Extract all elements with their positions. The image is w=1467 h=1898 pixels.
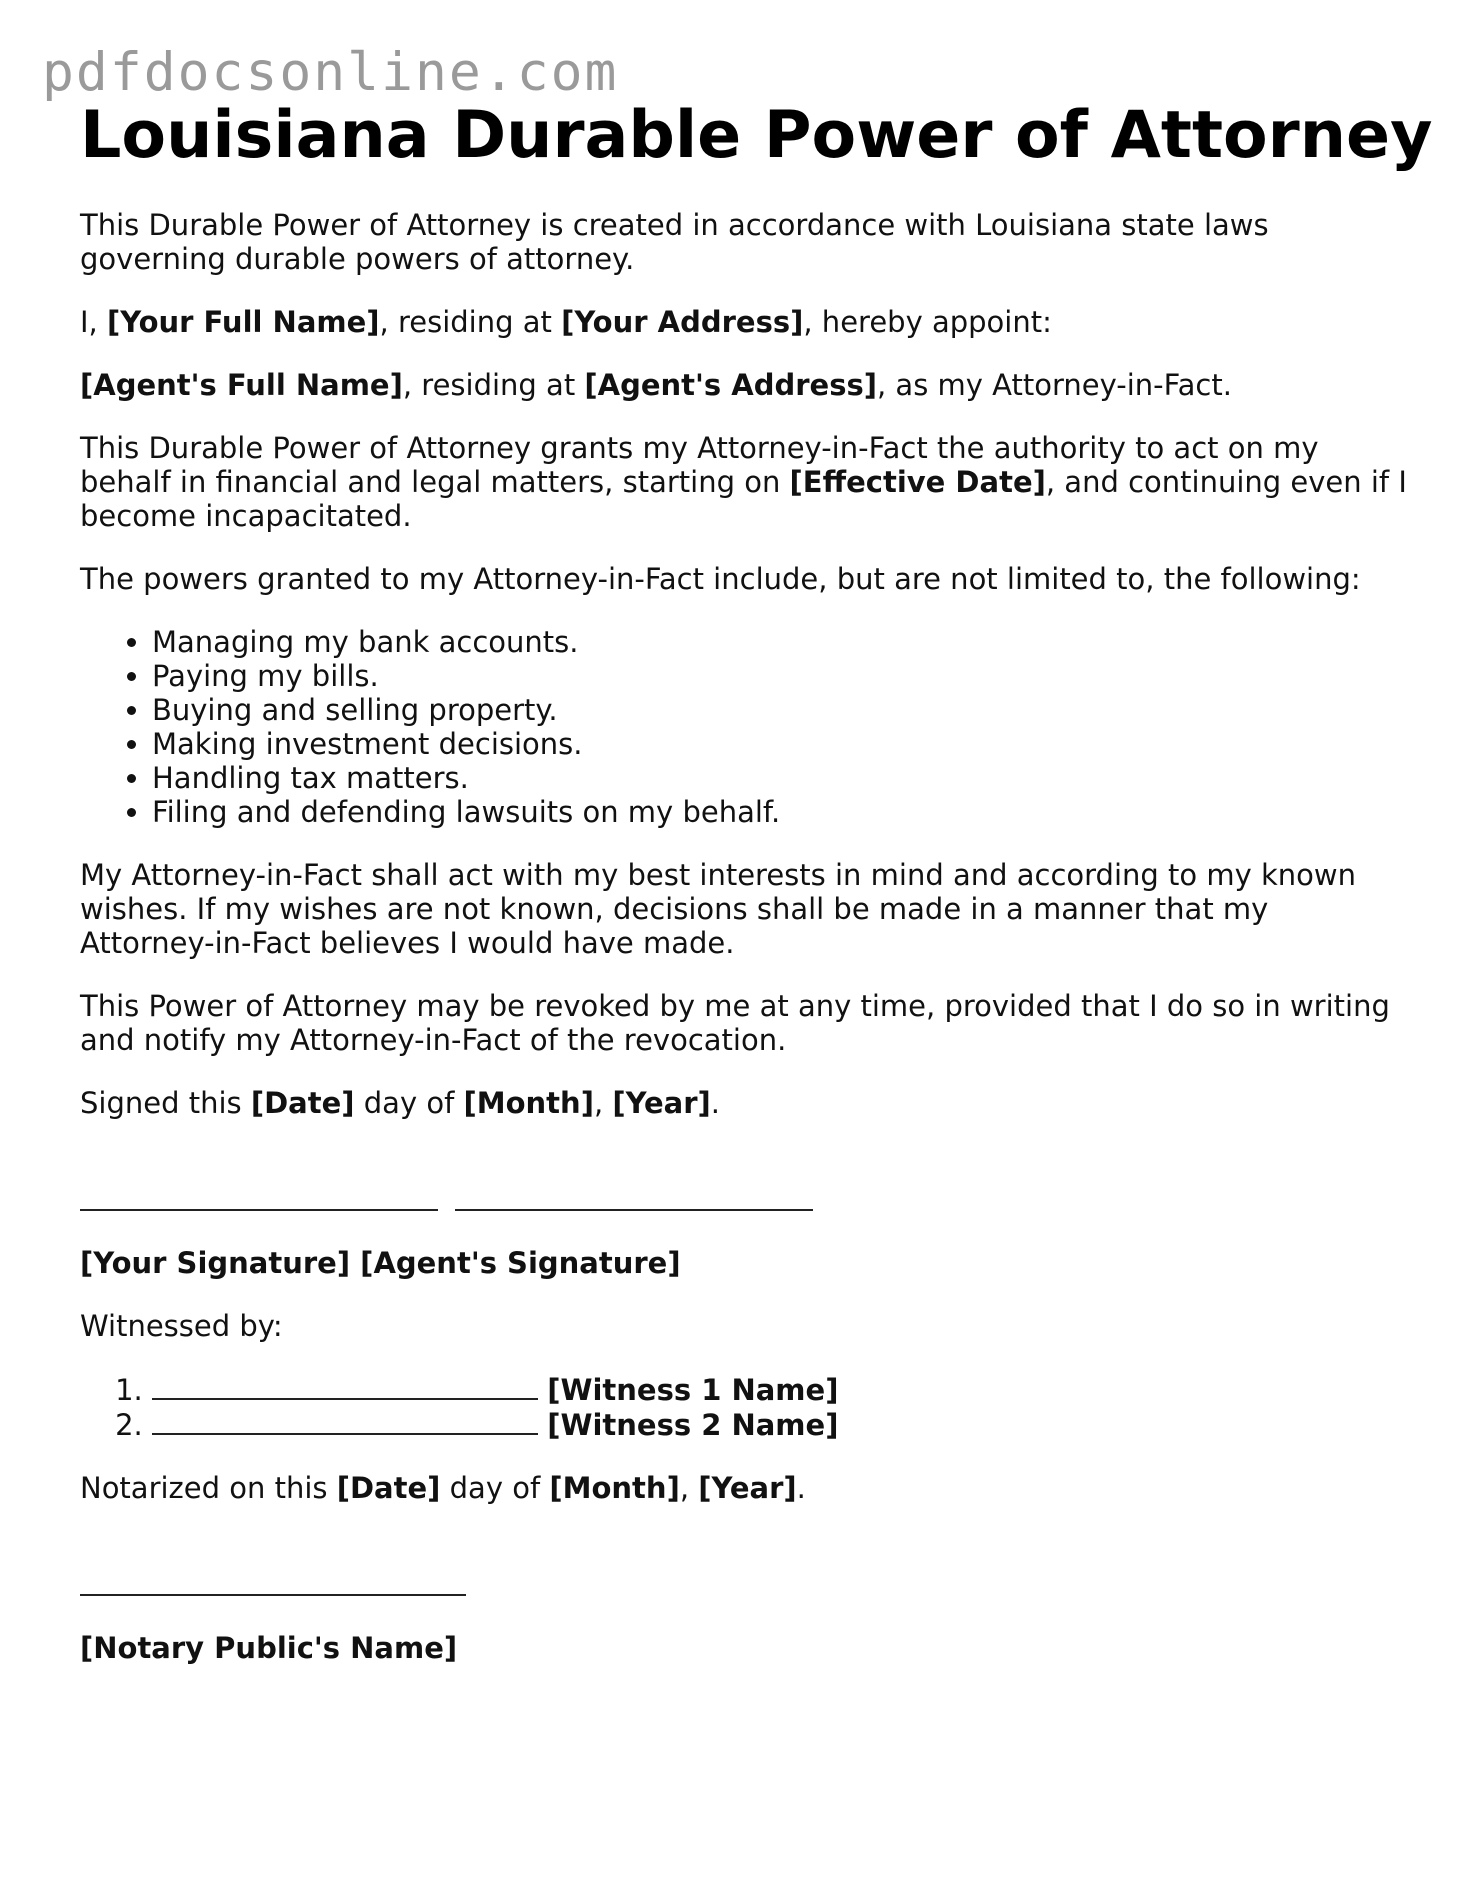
signed-line xyxy=(80,1086,1410,1120)
signature-labels-text: [Your Signature] [Agent's Signature] xyxy=(80,1246,681,1280)
signed-comma: , xyxy=(593,1086,613,1120)
agent-paragraph xyxy=(80,368,1410,402)
signed-date-placeholder: [Date] xyxy=(250,1086,355,1120)
revocation-paragraph: This Power of Attorney may be revoked by me at any time, provided that I do so in writing and notify my Attorney-in-Fact of the revocation. xyxy=(80,989,1390,1057)
list-item: • Paying my bills. xyxy=(152,659,1410,693)
list-item: • Buying and selling property. xyxy=(152,693,1410,727)
notarized-month-placeholder: [Month] xyxy=(549,1471,680,1505)
witness-list xyxy=(80,1372,1410,1442)
signed-period: . xyxy=(710,1086,720,1120)
signature-labels xyxy=(80,1246,1410,1280)
witnessed-by: Witnessed by: xyxy=(80,1309,283,1343)
list-item xyxy=(152,1407,1410,1442)
signed-year-placeholder: [Year] xyxy=(612,1086,711,1120)
notarized-year-placeholder: [Year] xyxy=(698,1471,797,1505)
notarized-line xyxy=(80,1471,1410,1505)
list-item xyxy=(152,1372,1410,1407)
principal-signature-line[interactable] xyxy=(80,1183,438,1211)
notarized-prefix: Notarized on this xyxy=(80,1471,337,1505)
notary-signature-row xyxy=(80,1568,1410,1602)
list-item: • Making investment decisions. xyxy=(152,727,1410,761)
intro-paragraph: This Durable Power of Attorney is created in accordance with Louisiana state laws governing durable powers of attorney. xyxy=(80,208,1269,276)
powers-list xyxy=(80,625,1410,829)
list-item: • Filing and defending lawsuits on my behalf. xyxy=(152,795,1410,829)
witness-1-name: [Witness 1 Name] xyxy=(547,1373,839,1407)
grant-paragraph xyxy=(80,431,1410,533)
appointment-residing: , residing at xyxy=(379,305,562,339)
notarized-day-of: day of xyxy=(440,1471,550,1505)
agent-address-placeholder: [Agent's Address] xyxy=(584,368,877,402)
list-item: • Handling tax matters. xyxy=(152,761,1410,795)
notarized-comma: , xyxy=(679,1471,699,1505)
powers-intro: The powers granted to my Attorney-in-Fact include, but are not limited to, the following: xyxy=(80,562,1361,596)
signature-lines xyxy=(80,1183,1410,1217)
agent-residing: , residing at xyxy=(402,368,585,402)
duty-paragraph: My Attorney-in-Fact shall act with my best interests in mind and according to my known wishes. If my wishes are not known, decisions shall be made in a manner that my Attorney-in-Fact believes I would have made. xyxy=(80,858,1356,960)
witness-2-signature-line[interactable] xyxy=(152,1407,538,1435)
grant-text-a: This Durable Power of Attorney grants my Attorney-in-Fact the authority to act on my behalf in financial and legal matters, starting on xyxy=(80,431,1319,499)
agent-signature-line[interactable] xyxy=(455,1183,813,1211)
watermark: pdfdocsonline.com xyxy=(42,42,619,103)
notarized-date-placeholder: [Date] xyxy=(336,1471,441,1505)
witness-2-name: [Witness 2 Name] xyxy=(547,1408,839,1442)
witness-1-signature-line[interactable] xyxy=(152,1372,538,1400)
notary-name-placeholder: [Notary Public's Name] xyxy=(80,1631,458,1665)
appointment-paragraph xyxy=(80,305,1410,339)
principal-address-placeholder: [Your Address] xyxy=(561,305,804,339)
principal-name-placeholder: [Your Full Name] xyxy=(107,305,380,339)
notarized-period: . xyxy=(796,1471,806,1505)
document-title: Louisiana Durable Power of Attorney xyxy=(80,98,1433,173)
signed-month-placeholder: [Month] xyxy=(463,1086,594,1120)
notary-name xyxy=(80,1631,1410,1665)
signed-prefix: Signed this xyxy=(80,1086,251,1120)
signed-day-of: day of xyxy=(354,1086,464,1120)
agent-suffix: , as my Attorney-in-Fact. xyxy=(876,368,1232,402)
list-item: • Managing my bank accounts. xyxy=(152,625,1410,659)
agent-name-placeholder: [Agent's Full Name] xyxy=(80,368,403,402)
appointment-prefix: I, xyxy=(80,305,107,339)
effective-date-placeholder: [Effective Date] xyxy=(789,465,1046,499)
document-body xyxy=(80,208,1410,1694)
grant-text-b: , and continuing even if I become incapacitated. xyxy=(80,465,1407,533)
notary-signature-line[interactable] xyxy=(80,1568,466,1596)
appointment-suffix: , hereby appoint: xyxy=(803,305,1052,339)
